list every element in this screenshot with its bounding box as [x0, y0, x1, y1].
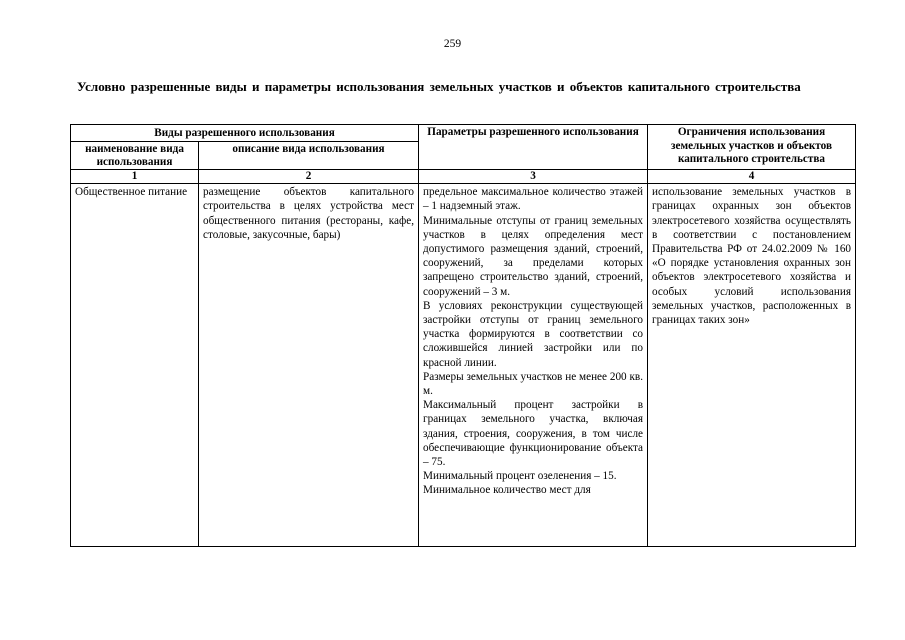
parameter-paragraph: Минимальные отступы от границ земельных участков в целях определения мест допустимого размещения зданий, строений, сооружений, за пределами которых запрещено строительство зданий, строений, сооружений – 3 м. [423, 214, 644, 298]
parameter-paragraph: Размеры земельных участков не менее 200 кв. м. [423, 370, 644, 398]
page-number: 259 [443, 38, 462, 50]
column-number-3: 3 [419, 170, 648, 184]
header-permitted-use-parameters: Параметры разрешенного использования [419, 125, 648, 170]
parameter-paragraph: Максимальный процент застройки в границах земельного участка, включая здания, строения, сооружения, в том числе обеспечивающие функционирование объекта – 75. [423, 399, 644, 469]
use-name-cell: Общественное питание [71, 184, 199, 547]
column-number-1: 1 [71, 170, 199, 184]
parameters-cell [419, 184, 648, 547]
parameter-paragraph: В условиях реконструкции существующей застройки отступы от границ земельного участка формируются в соответствии со сложившейся линией застройки или по красной линии. [423, 299, 644, 369]
use-description-cell: размещение объектов капитального строительства в целях устройства мест общественного питания (рестораны, кафе, столовые, закусочные, бары) [199, 184, 419, 547]
restrictions-cell: использование земельных участков в границах охранных зон объектов электросетевого хозяйства осуществлять в соответствии с постановлением Правительства РФ от 24.02.2009 № 160 «О порядке установления охранных зон объектов электросетевого хозяйства и особых условий использования земельных участков, расположенных в границах таких зон» [648, 184, 856, 547]
column-number-2: 2 [199, 170, 419, 184]
table-row [71, 184, 856, 547]
header-permitted-use-types: Виды разрешенного использования [71, 125, 419, 142]
header-use-description: описание вида использования [199, 142, 419, 170]
parameter-paragraph: Минимальное количество мест для [423, 484, 591, 497]
column-number-4: 4 [648, 170, 856, 184]
land-use-table [70, 124, 856, 547]
document-title: Условно разрешенные виды и параметры использования земельных участков и объектов капитального строительства [77, 79, 801, 94]
parameter-paragraph: Минимальный процент озеленения – 15. [423, 470, 617, 483]
parameter-paragraph: предельное максимальное количество этажей – 1 надземный этаж. [423, 186, 644, 213]
header-use-name: наименование вида использования [71, 142, 199, 170]
header-use-restrictions: Ограничения использования земельных участков и объектов капитального строительства [648, 125, 856, 170]
